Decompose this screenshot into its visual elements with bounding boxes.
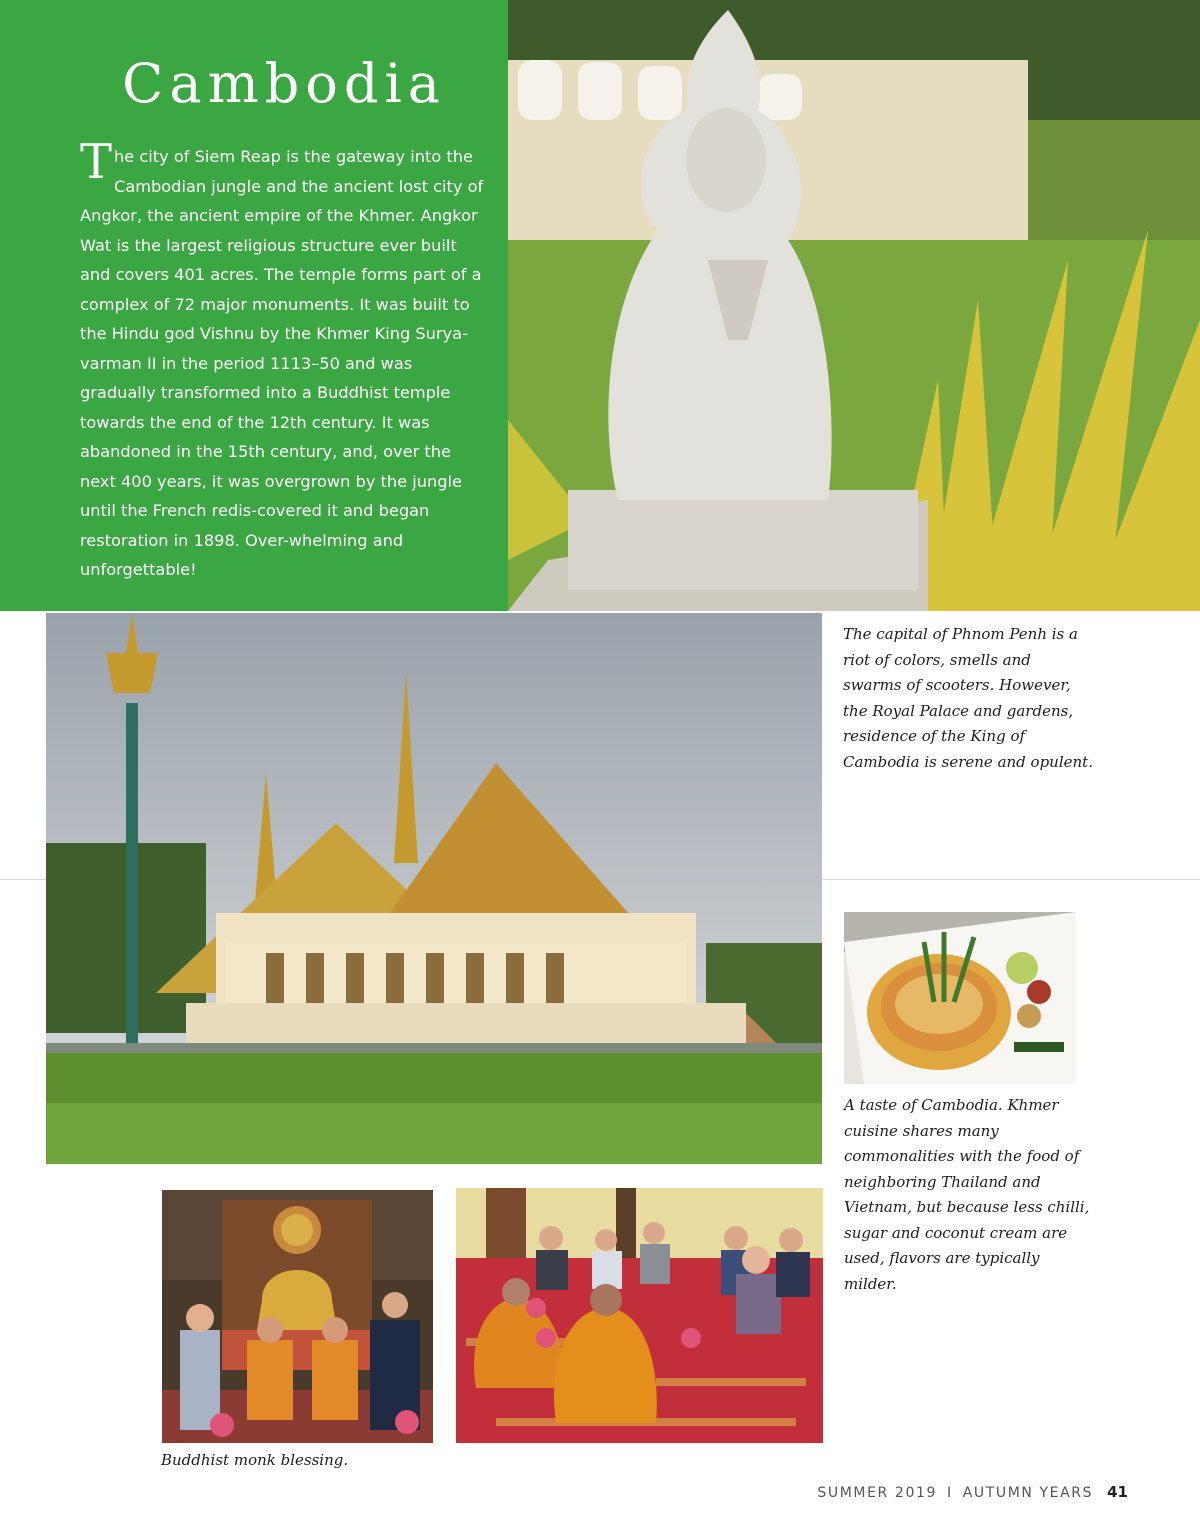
food-photo bbox=[844, 912, 1076, 1084]
statue-photo bbox=[508, 0, 1200, 611]
page-number: 41 bbox=[1107, 1483, 1128, 1501]
divider-right bbox=[822, 879, 1200, 880]
palace-caption: The capital of Phnom Penh is a riot of colors, smells and swarms of scooters. However, the Royal Palace and gardens, residence of the King of Cambodia is serene and opulent. bbox=[843, 625, 1093, 771]
drop-cap: T bbox=[80, 134, 113, 190]
footer-publication: AUTUMN YEARS bbox=[962, 1485, 1094, 1501]
footer-issue: SUMMER 2019 bbox=[817, 1485, 937, 1501]
monk-blessing-photo-1 bbox=[162, 1190, 433, 1443]
divider-left bbox=[0, 879, 46, 880]
intro-paragraph bbox=[80, 134, 488, 585]
page-footer bbox=[760, 1483, 1128, 1501]
monk-caption: Buddhist monk blessing. bbox=[161, 1451, 349, 1469]
royal-palace-photo bbox=[46, 613, 822, 1164]
article-title: Cambodia bbox=[122, 52, 446, 115]
intro-body: he city of Siem Reap is the gateway into the Cambodian jungle and the ancient lost city of Angkor, the ancient empire of the Khmer. Angkor Wat is the largest religious structure ever built and covers 401 acres. The temple forms part of a complex of 72 major monuments. It was built to the Hindu god Vishnu by the Khmer King Surya-varman II in the period 1113–50 and was gradually transformed into a Buddhist temple towards the end of the 12th century. It was abandoned in the 15th century, and, over the next 400 years, it was overgrown by the jungle until the French redis-covered it and began restoration in 1898. Over-whelming and unforgettable! bbox=[80, 147, 484, 579]
monk-blessing-photo-2 bbox=[456, 1188, 823, 1443]
footer-separator: I bbox=[946, 1485, 953, 1501]
food-caption: A taste of Cambodia. Khmer cuisine shares many commonalities with the food of neighboring Thailand and Vietnam, but because less chilli, sugar and coconut cream are used, flavors are typically milder. bbox=[844, 1096, 1090, 1293]
